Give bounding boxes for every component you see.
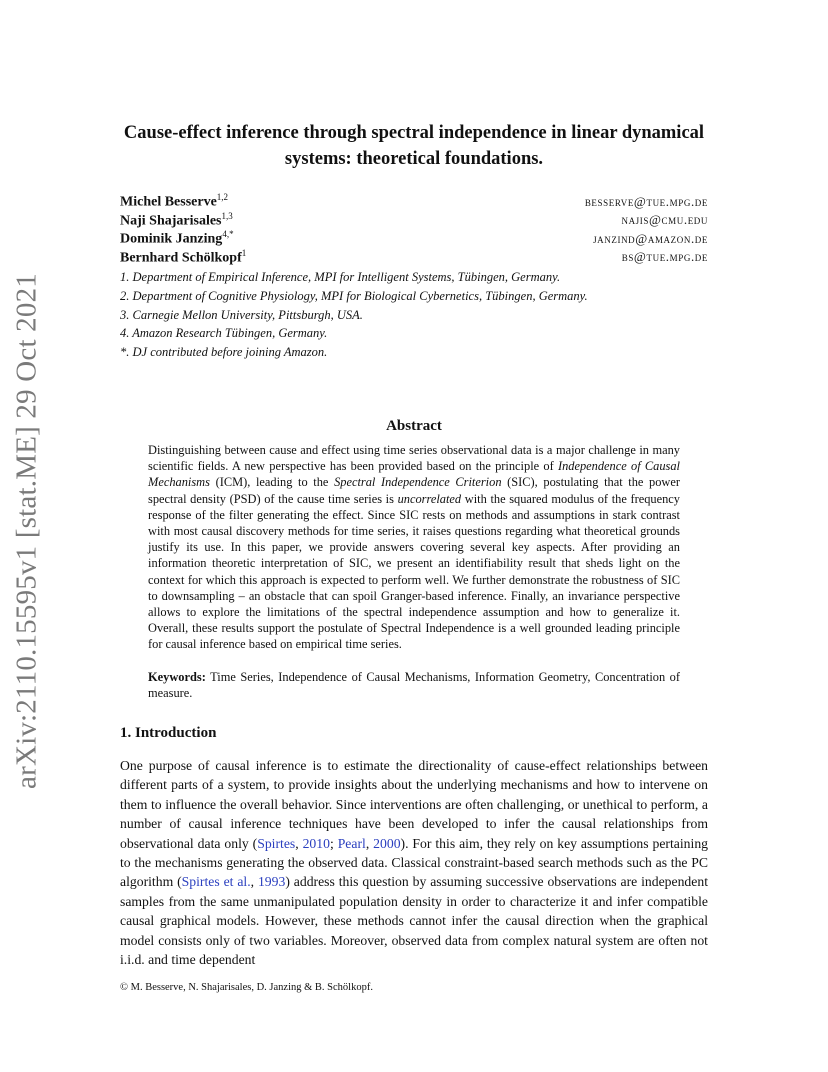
intro-text-run: , bbox=[295, 835, 303, 851]
intro-text-run: ; bbox=[329, 835, 338, 851]
affiliation-item: 2. Department of Cognitive Physiology, MPI for Biological Cybernetics, Tübingen, Germany. bbox=[120, 288, 588, 303]
intro-text-run: ) address this question by assuming successive observations are independent samples from the same unmanipulated population density in order to characterize it and infer compatible causal graphical models. However, these methods cannot infer the causal direction when the graphical model consists only of two variables. Moreover, observed data from complex natural system are often not i.i.d. and time dependent bbox=[120, 874, 709, 968]
abstract-emphasis: uncorrelated bbox=[397, 491, 462, 506]
keywords bbox=[148, 669, 680, 701]
author-row bbox=[120, 248, 708, 267]
abstract-emphasis: Spectral Independence Criterion bbox=[334, 475, 502, 490]
affiliation-item: *. DJ contributed before joining Amazon. bbox=[120, 345, 328, 360]
author-email[interactable]: najis@cmu.edu bbox=[621, 212, 708, 228]
affiliation-item: 4. Amazon Research Tübingen, Germany. bbox=[120, 326, 328, 341]
arxiv-identifier[interactable]: arXiv:2110.15595v1 [stat.ME] 29 Oct 2021 bbox=[10, 273, 43, 789]
author-row bbox=[120, 229, 708, 248]
abstract-heading: Abstract bbox=[386, 418, 442, 434]
paper-title: Cause-effect inference through spectral independence in linear dynamical systems: theoretical foundations. bbox=[123, 123, 705, 169]
citation-link[interactable]: 2010 bbox=[302, 835, 330, 851]
author-affiliation-marks: 1,2 bbox=[216, 192, 229, 202]
copyright-footer: © M. Besserve, N. Shajarisales, D. Janzing & B. Schölkopf. bbox=[120, 982, 373, 993]
section-heading-introduction: 1. Introduction bbox=[120, 725, 217, 741]
author-email[interactable]: besserve@tue.mpg.de bbox=[584, 193, 708, 209]
intro-text-run: , bbox=[365, 835, 374, 851]
author-affiliation-marks: 1,3 bbox=[221, 210, 233, 221]
arxiv-sidebar bbox=[4, 273, 50, 789]
citation-link[interactable]: Spirtes et al. bbox=[181, 874, 251, 890]
keywords-text: Time Series, Independence of Causal Mechanisms, Information Geometry, Concentration of measure. bbox=[148, 670, 680, 701]
abstract-emphasis: Independence of Causal Mechanisms bbox=[148, 459, 680, 490]
abstract-text-run: (ICM), leading to the bbox=[209, 475, 335, 490]
intro-text-run: One purpose of causal inference is to estimate the directionality of cause-effect relationships between different parts of a system, to provide insights about the underlying mechanisms and how to intervene on them to influence the overall behavior. Since interventions are often challenging, or unethical to perform, a number of causal inference techniques have been developed to infer the causal relationships from observational data only ( bbox=[120, 758, 708, 851]
abstract-text bbox=[148, 442, 680, 653]
citation-link[interactable]: Pearl bbox=[337, 835, 366, 851]
author-email[interactable]: bs@tue.mpg.de bbox=[621, 249, 708, 265]
intro-text-run: ). For this aim, they rely on key assumptions pertaining to the mechanisms generating the observed data. Classical constraint-based search methods such as the PC algorithm ( bbox=[120, 835, 709, 890]
introduction-paragraph bbox=[120, 756, 708, 969]
citation-link[interactable]: 2000 bbox=[373, 835, 401, 851]
affiliation-item: 1. Department of Empirical Inference, MPI for Intelligent Systems, Tübingen, Germany. bbox=[120, 270, 561, 284]
abstract-text-run: with the squared modulus of the frequency response of the filter generating the effect. Since SIC rests on methods and assumptions in stark contrast with most causal discovery methods for time series, it raises questions regarding what theoretical grounds justify its use. In this paper, we provide answers covering several key aspects. After providing an information theoretic interpretation of SIC, we present an identifiability result that sheds light on the context for which this approach is expected to perform well. We further demonstrate the robustness of SIC to downsampling – an obstacle that can spoil Granger-based inference. Finally, an invariance perspective allows to explore the limitations of the spectral independence assumption and how to generalize it. Overall, these results support the postulate of Spectral Independence is a well grounded leading principle for causal inference based on empirical time series. bbox=[148, 491, 681, 652]
author-name: Dominik Janzing bbox=[120, 231, 223, 247]
author-affiliation-marks: 1 bbox=[241, 247, 247, 258]
citation-link[interactable]: 1993 bbox=[257, 874, 286, 890]
intro-text-run: , bbox=[250, 874, 258, 890]
affiliation-list bbox=[120, 268, 720, 362]
author-email[interactable]: janzind@amazon.de bbox=[593, 230, 708, 246]
author-name: Naji Shajarisales bbox=[120, 213, 222, 229]
author-name: Bernhard Schölkopf bbox=[120, 250, 242, 266]
author-name: Michel Besserve bbox=[120, 194, 217, 210]
keywords-label: Keywords: bbox=[148, 670, 206, 684]
author-block bbox=[120, 192, 708, 266]
author-row bbox=[120, 211, 708, 230]
abstract-text-run: Distinguishing between cause and effect using time series observational data is a major challenge in many scientific fields. A new perspective has been provided based on the principle of bbox=[148, 443, 680, 474]
citation-link[interactable]: Spirtes bbox=[257, 835, 296, 851]
author-affiliation-marks: 4,* bbox=[222, 229, 234, 239]
abstract-text-run: (SIC), postulating that the power spectral density (PSD) of the cause time series is bbox=[148, 475, 680, 506]
author-row bbox=[120, 192, 708, 211]
affiliation-item: 3. Carnegie Mellon University, Pittsburgh, USA. bbox=[120, 307, 363, 322]
